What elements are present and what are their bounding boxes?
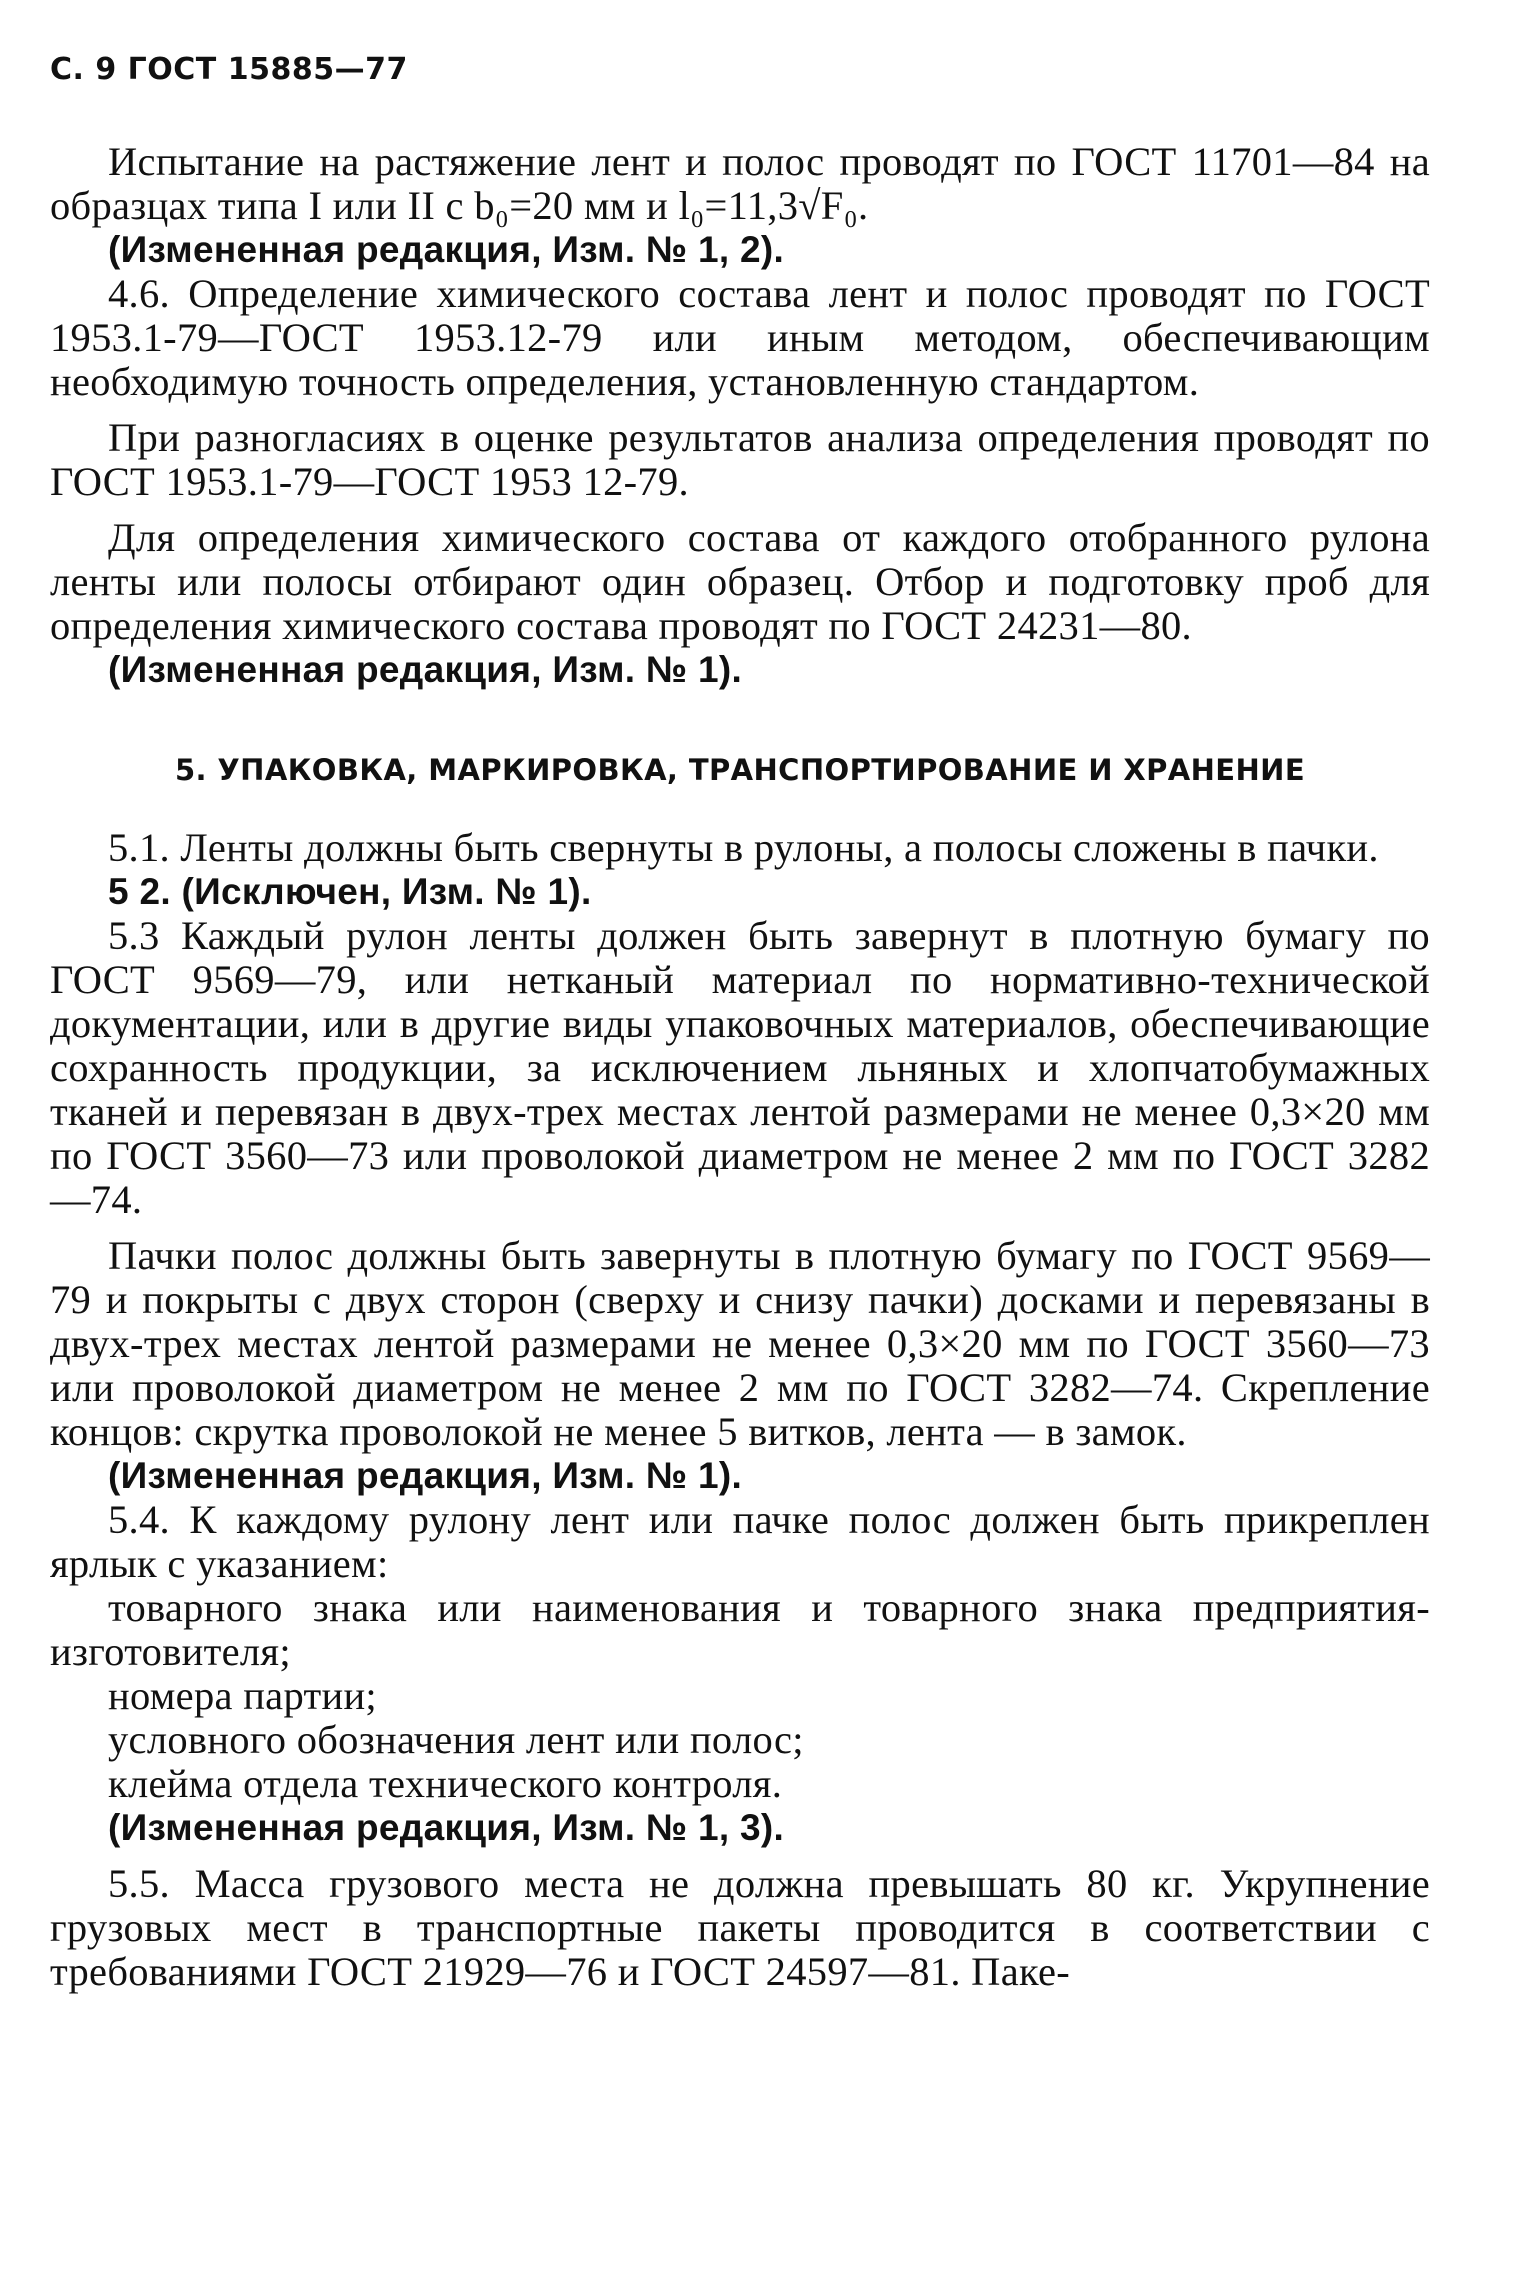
amendment-note: (Измененная редакция, Изм. № 1, 2). [108, 229, 785, 270]
paragraph-4-6: 4.6. Определение химического состава лент и полос проводят по ГОСТ 1953.1-79—ГОСТ 1953.12-79 или иным методом, обеспечивающим необходимую точность определения, установленную стандартом. [50, 271, 1430, 404]
amendment-note: (Измененная редакция, Изм. № 1). [108, 1455, 743, 1496]
label-list-item: клейма отдела технического контроля. [108, 1761, 783, 1806]
paragraph-tensile-test: Испытание на растяжение лент и полос проводят по ГОСТ 11701—84 на образцах типа I или II с b₀=20 мм и l₀=11,3√F₀. [50, 139, 1430, 228]
paragraph-5-2: 5 2. (Исключен, Изм. № 1). [108, 871, 592, 912]
page-header: С. 9 ГОСТ 15885—77 [50, 52, 408, 87]
paragraph-5-5: 5.5. Масса грузового места не должна превышать 80 кг. Укрупнение грузовых мест в транспортные пакеты проводится в соответствии с требованиями ГОСТ 21929—76 и ГОСТ 24597—81. Паке- [50, 1861, 1430, 1994]
label-list-item: условного обозначения лент или полос; [108, 1717, 804, 1762]
label-list-item: номера партии; [108, 1673, 377, 1718]
amendment-note: (Измененная редакция, Изм. № 1, 3). [108, 1807, 785, 1848]
paragraph-disagreements: При разногласиях в оценке результатов анализа определения проводят по ГОСТ 1953.1-79—ГОСТ 1953 12-79. [50, 415, 1430, 504]
section-heading-5: 5. УПАКОВКА, МАРКИРОВКА, ТРАНСПОРТИРОВАНИЕ И ХРАНЕНИЕ [174, 753, 1306, 787]
paragraph-5-1: 5.1. Ленты должны быть свернуты в рулоны, а полосы сложены в пачки. [108, 825, 1379, 870]
amendment-note: (Измененная редакция, Изм. № 1). [108, 649, 743, 690]
paragraph-5-4: 5.4. К каждому рулону лент или пачке полос должен быть прикреплен ярлык с указанием: [50, 1497, 1430, 1586]
document-body [50, 140, 1430, 1994]
label-list-item: товарного знака или наименования и товарного знака предприятия-изготовителя; [50, 1585, 1430, 1674]
paragraph-5-3: 5.3 Каждый рулон ленты должен быть завернут в плотную бумагу по ГОСТ 9569—79, или нетканый материал по нормативно-технической документации, или в другие виды упаковочных материалов, обеспечивающие сохранность продукции, за исключением льняных и хлопчатобумажных тканей и перевязан в двух-трех местах лентой размерами не менее 0,3×20 мм по ГОСТ 3560—73 или проволокой диаметром не менее 2 мм по ГОСТ 3282—74. [50, 913, 1430, 1222]
paragraph-sampling: Для определения химического состава от каждого отобранного рулона ленты или полосы отбирают один образец. Отбор и подготовку проб для определения химического состава проводят по ГОСТ 24231—80. [50, 515, 1430, 648]
paragraph-packs: Пачки полос должны быть завернуты в плотную бумагу по ГОСТ 9569—79 и покрыты с двух сторон (сверху и снизу пачки) досками и перевязаны в двух-трех местах лентой размерами не менее 0,3×20 мм по ГОСТ 3560—73 или проволокой диаметром не менее 2 мм по ГОСТ 3282—74. Скрепление концов: скрутка проволокой не менее 5 витков, лента — в замок. [50, 1233, 1430, 1454]
